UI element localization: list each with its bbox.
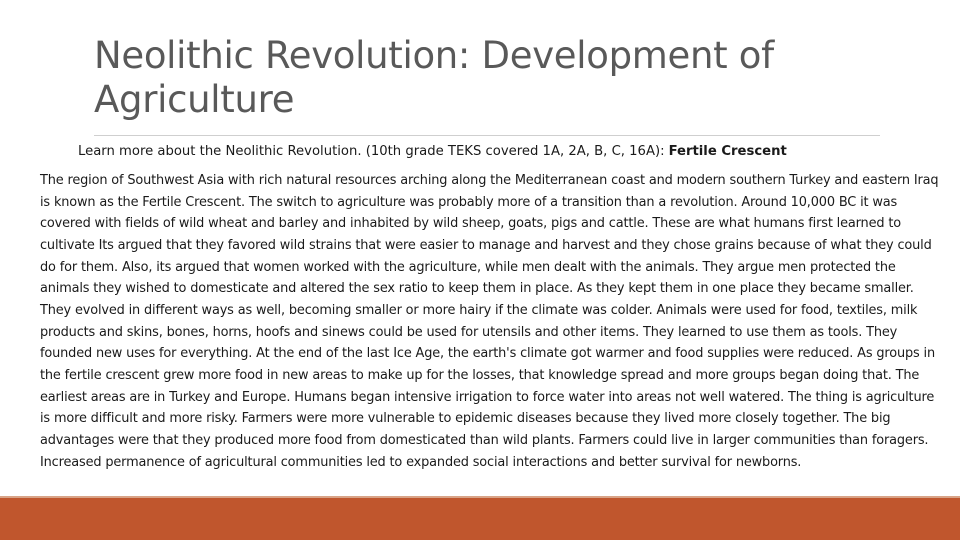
- slide-subtitle: [78, 143, 787, 161]
- body-paragraph: The region of Southwest Asia with rich natural resources arching along the Mediterranean coast and modern southern Turkey and eastern Iraq is known as the Fertile Crescent. The switch to agriculture was probably more of a transition than a revolution. Around 10,000 BC it was covered with fields of wild wheat and barley and inhabited by wild sheep, goats, pigs and cattle. These are what humans first learned to cultivate Its argued that they favored wild strains that were easier to manage and harvest and they chose grains because of what they could do for them. Also, its argued that women worked with the agriculture, while men dealt with the animals. They argue men protected the animals they wished to domesticate and altered the sex ratio to keep them in place. As they kept them in one place they became smaller. They evolved in different ways as well, becoming smaller or more hairy if the climate was colder. Animals were used for food, textiles, milk products and skins, bones, horns, hoofs and sinews could be used for utensils and other items. They learned to use them as tools. They founded new uses for everything. At the end of the last Ice Age, the earth's climate got warmer and food supplies were reduced. As groups in the fertile crescent grew more food in new areas to make up for the losses, that knowledge spread and more groups began doing that. The earliest areas are in Turkey and Europe. Humans began intensive irrigation to force water into areas not well watered. The thing is agriculture is more difficult and more risky. Farmers were more vulnerable to epidemic diseases because they lived more closely together. The big advantages were that they produced more food from domesticated than wild plants. Farmers could live in larger communities than foragers. Increased permanence of agricultural communities led to expanded social interactions and better survival for newborns.: [40, 173, 939, 470]
- footer-accent-band: [0, 498, 960, 540]
- slide-title: Neolithic Revolution: Development of Agriculture: [94, 34, 774, 121]
- subtitle-keyword: Fertile Crescent: [668, 144, 787, 159]
- subtitle-text: Learn more about the Neolithic Revolution. (10th grade TEKS covered 1A, 2A, B, C, 16A):: [78, 144, 665, 159]
- title-divider: [94, 135, 880, 136]
